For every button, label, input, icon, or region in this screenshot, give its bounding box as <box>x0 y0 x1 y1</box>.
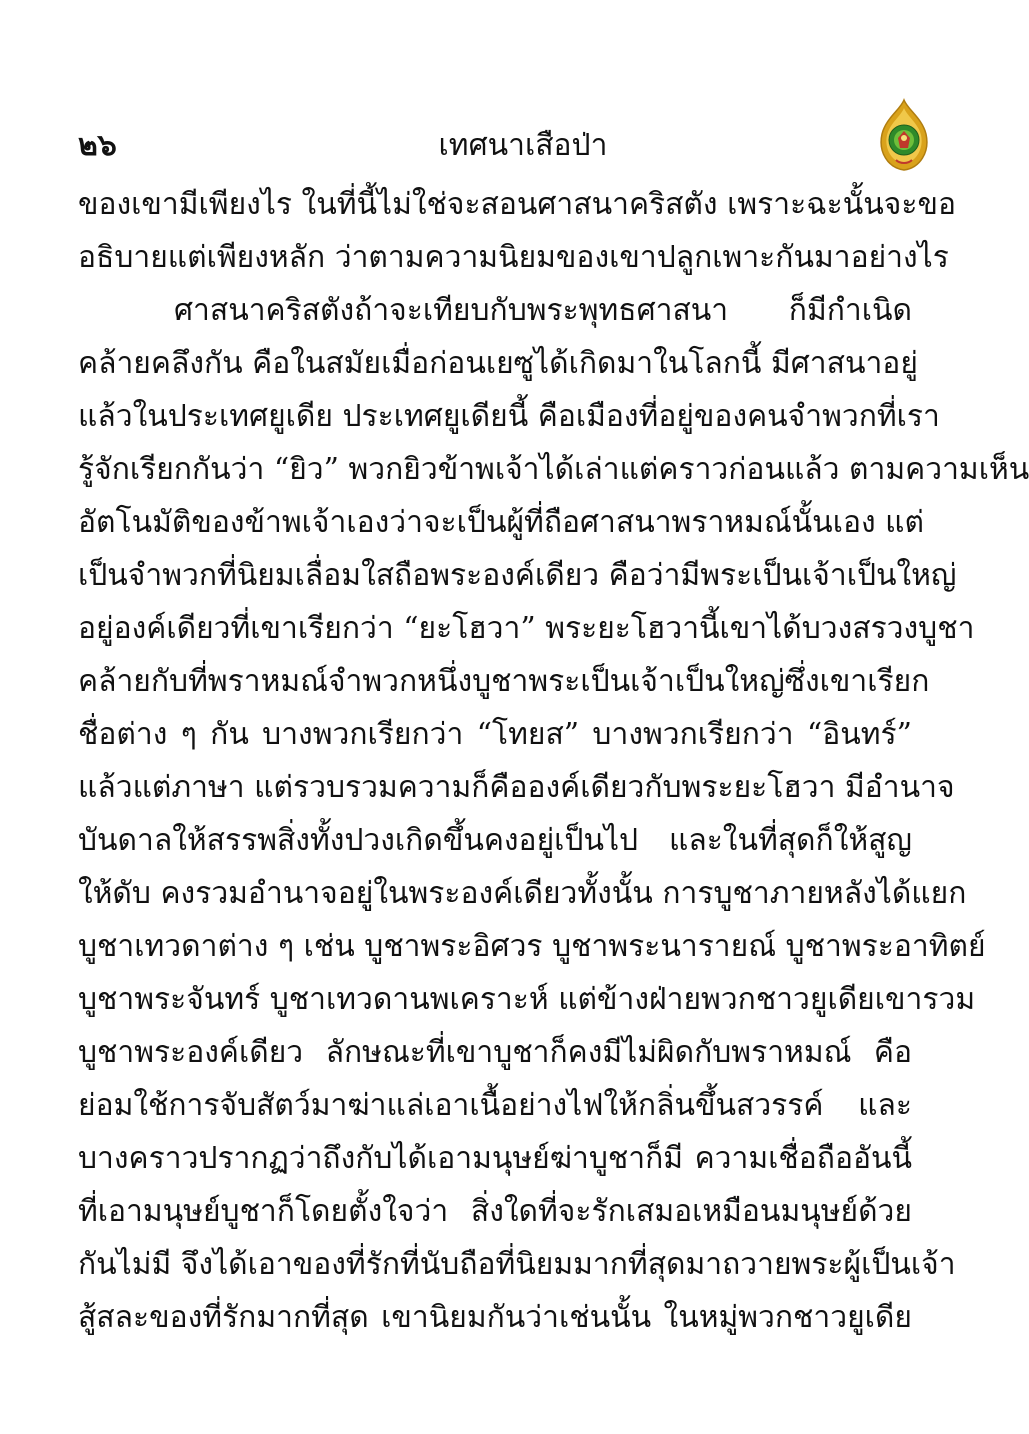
text-line: บูชาพระจันทร์ บูชาเทวดานพเคราะห์ แต่ข้างฝ่ายพวกชาวยูเดียเขารวม <box>78 982 976 1017</box>
text-line: สู้สละของที่รักมากที่สุด เขานิยมกันว่าเช่นนั้น ในหมู่พวกชาวยูเดีย <box>78 1300 912 1335</box>
text-line: อธิบายแต่เพียงหลัก ว่าตามความนิยมของเขาปลูกเพาะกันมาอย่างไร <box>78 240 949 275</box>
body-text <box>78 178 1029 1344</box>
text-line: ให้ดับ คงรวมอำนาจอยู่ในพระองค์เดียวทั้งนั้น การบูชาภายหลังได้แยก <box>78 876 967 911</box>
text-line: อัตโนมัติของข้าพเจ้าเองว่าจะเป็นผู้ที่ถือศาสนาพราหมณ์นั้นเอง แต่ <box>78 505 924 540</box>
text-line: บูชาพระองค์เดียว ลักษณะที่เขาบูชาก็คงมีไม่ผิดกับพราหมณ์ คือ <box>78 1035 912 1070</box>
text-line: ที่เอามนุษย์บูชาก็โดยตั้งใจว่า สิ่งใดที่จะรักเสมอเหมือนมนุษย์ด้วย <box>78 1194 912 1229</box>
text-line: กันไม่มี จึงได้เอาของที่รักที่นับถือที่นิยมมากที่สุดมาถวายพระผู้เป็นเจ้า <box>78 1247 956 1282</box>
text-line: ของเขามีเพียงไร ในที่นี้ไม่ใช่จะสอนศาสนาคริสตัง เพราะฉะนั้นจะขอ <box>78 187 956 222</box>
text-line: คล้ายคลึงกัน คือในสมัยเมื่อก่อนเยซูได้เกิดมาในโลกนี้ มีศาสนาอยู่ <box>78 346 918 381</box>
text-line: แล้วในประเทศยูเดีย ประเทศยูเดียนี้ คือเมืองที่อยู่ของคนจำพวกที่เรา <box>78 399 940 434</box>
text-line: เป็นจำพวกที่นิยมเลื่อมใสถือพระองค์เดียว คือว่ามีพระเป็นเจ้าเป็นใหญ่ <box>78 558 957 593</box>
text-line: ชื่อต่าง ๆ กัน บางพวกเรียกว่า “โทยส” บางพวกเรียกว่า “อินทร์” <box>78 717 912 752</box>
text-line: รู้จักเรียกกันว่า “ยิว” พวกยิวข้าพเจ้าได้เล่าแต่คราวก่อนแล้ว ตามความเห็น <box>78 452 1029 487</box>
paragraph-first-line: ศาสนาคริสตังถ้าจะเทียบกับพระพุทธศาสนา ก็มีกำเนิด <box>174 293 912 328</box>
text-line: ย่อมใช้การจับสัตว์มาฆ่าแล่เอาเนื้อย่างไฟให้กลิ่นขึ้นสวรรค์ และ <box>78 1088 912 1123</box>
thai-royal-emblem-icon <box>878 98 930 172</box>
text-line: อยู่องค์เดียวที่เขาเรียกว่า “ยะโฮวา” พระยะโฮวานี้เขาได้บวงสรวงบูชา <box>78 611 975 646</box>
text-line: บันดาลให้สรรพสิ่งทั้งปวงเกิดขึ้นคงอยู่เป็นไป และในที่สุดก็ให้สูญ <box>78 823 912 858</box>
running-title: เทศนาเสือป่า <box>438 128 608 163</box>
text-line: บางคราวปรากฏว่าถึงกับได้เอามนุษย์ฆ่าบูชาก็มี ความเชื่อถืออันนี้ <box>78 1141 912 1176</box>
emblem-graphic <box>878 98 930 172</box>
page-number: ๒๖ <box>78 128 117 163</box>
text-line: บูชาเทวดาต่าง ๆ เช่น บูชาพระอิศวร บูชาพระนารายณ์ บูชาพระอาทิตย์ <box>78 929 986 964</box>
page-header <box>78 128 910 172</box>
text-line: แล้วแต่ภาษา แต่รวบรวมความก็คือองค์เดียวกับพระยะโฮวา มีอำนาจ <box>78 770 955 805</box>
text-line: คล้ายกับที่พราหมณ์จำพวกหนึ่งบูชาพระเป็นเจ้าเป็นใหญ่ซึ่งเขาเรียก <box>78 664 930 699</box>
